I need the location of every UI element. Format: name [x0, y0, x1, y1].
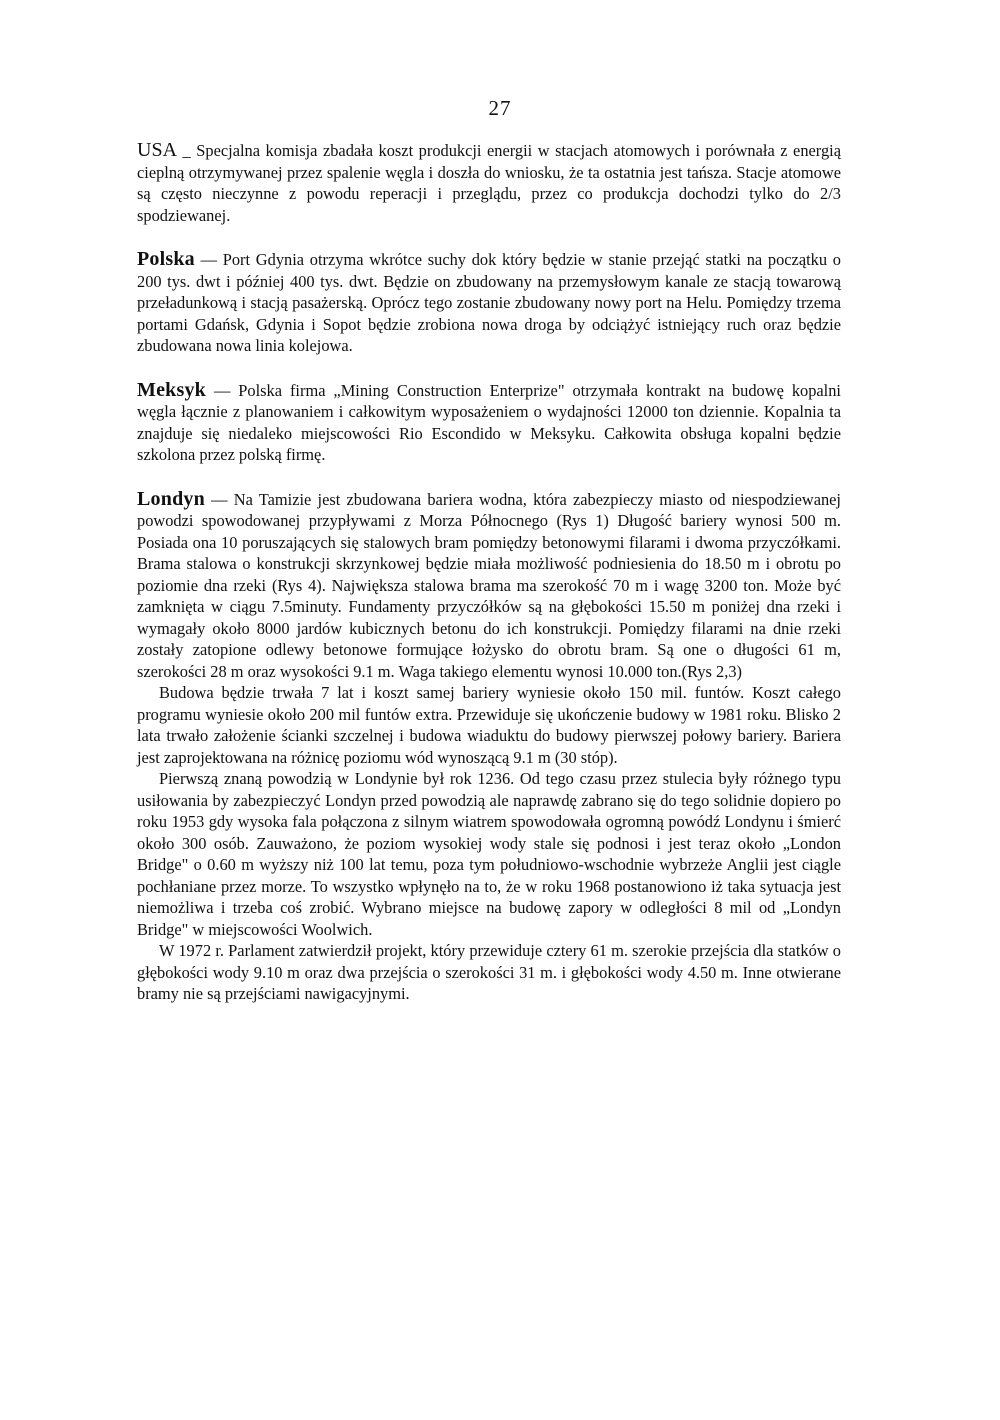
entry-polska [137, 249, 841, 357]
entry-usa-text: _ Specjalna komisja zbadała koszt produkcji energii w stacjach atomowych i porównała z energią cieplną otrzymywanej przez spalenie węgla i doszła do wniosku, że ta ostatnia jest tańsza. Stacje atomowe są często nieczynne z powodu reperacji i przeglądu, przez co produkcja dochodzi tylko do 2/3 spodziewanej. [137, 141, 841, 225]
entry-meksyk-heading: Meksyk [137, 378, 206, 401]
entry-londyn-paragraph-4: W 1972 r. Parlament zatwierdził projekt, który przewiduje cztery 61 m. szerokie przejścia dla statków o głębokości wody 9.10 m oraz dwa przejścia o szerokości 31 m. i głębokości wody 4.50 m. Inne otwierane bramy nie są przejściami nawigacyjnymi. [137, 941, 841, 1003]
entry-usa [137, 140, 841, 226]
entry-meksyk-text: — Polska firma „Mining Construction Enterprize" otrzymała kontrakt na budowę kopalni węgla łącznie z planowaniem i całkowitym wyposażeniem o wydajności 12000 ton dziennie. Kopalnia ta znajduje się niedaleko miejscowości Rio Escondido w Meksyku. Całkowita obsługa kopalni będzie szkolona przez polską firmę. [137, 380, 841, 464]
entry-londyn-paragraph-1 [137, 489, 841, 683]
entry-meksyk [137, 380, 841, 466]
entry-londyn-text-1: — Na Tamizie jest zbudowana bariera wodna, która zabezpieczy miasto od niespodziewanej powodzi spowodowanej przypływami z Morza Północnego (Rys 1) Długość bariery wynosi 500 m. Posiada ona 10 poruszających się stalowych bram pomiędzy betonowymi filarami i dwoma przyczółkami. Brama stalowa o konstrukcji skrzynkowej będzie miała możliwość podniesienia do 18.50 m i obrotu po poziomie dna rzeki (Rys 4). Największa stalowa brama ma szerokość 70 m i wagę 3200 ton. Może być zamknięta w ciągu 7.5minuty. Fundamenty przyczółków są na głębokości 15.50 m poniżej dna rzeki i wymagały około 8000 jardów kubicznych betonu do ich konstrukcji. Pomiędzy filarami na dnie rzeki zostały zatopione odlewy betonowe formujące łożysko do obrotu bram. Są one o długości 61 m, szerokości 28 m oraz wysokości 9.1 m. Waga takiego elementu wynosi 10.000 ton.(Rys 2,3) [137, 489, 841, 681]
page-number: 27 [488, 96, 512, 120]
entry-londyn-paragraph-2: Budowa będzie trwała 7 lat i koszt samej bariery wyniesie około 150 mil. funtów. Koszt całego programu wyniesie około 200 mil funtów extra. Przewiduje się ukończenie budowy w 1981 roku. Blisko 2 lata trwało założenie ścianki szczelnej i budowa wiaduktu do budowy pierwszej połowy bariery. Bariera jest zaprojektowana na różnicę poziomu wód wynoszącą 9.1 m (30 stóp). [137, 683, 841, 767]
entry-polska-paragraph [137, 249, 841, 357]
entry-polska-text: — Port Gdynia otrzyma wkrótce suchy dok który będzie w stanie przejąć statki na początku o 200 tys. dwt i później 400 tys. dwt. Będzie on zbudowany na przemysłowym kanale ze stacją towarową przeładunkową i stacją pasażerską. Oprócz tego zostanie zbudowany nowy port na Helu. Pomiędzy trzema portami Gdańsk, Gdynia i Sopot będzie zrobiona nowa droga by odciążyć istniejący ruch oraz będzie zbudowana nowa linia kolejowa. [137, 250, 841, 355]
entry-polska-heading: Polska [137, 248, 195, 270]
document-body [137, 140, 841, 1028]
entry-usa-heading: USA [137, 139, 178, 161]
entry-usa-paragraph [137, 140, 841, 226]
entry-meksyk-paragraph [137, 380, 841, 466]
entry-londyn-heading: Londyn [137, 487, 205, 510]
entry-londyn-paragraph-3: Pierwszą znaną powodzią w Londynie był rok 1236. Od tego czasu przez stulecia były różnego typu usiłowania by zabezpieczyć Londyn przed powodzią ale naprawdę zabrano się do tego solidnie dopiero po roku 1953 gdy wysoka fala połączona z silnym wiatrem spowodowała ogromną powódź Londynu i śmierć około 300 osób. Zauważono, że poziom wysokiej wody stale się podnosi i jest teraz około „London Bridge" o 0.60 m wyższy niż 100 lat temu, poza tym południowo-wschodnie wybrzeże Anglii jest ciągle pochłaniane przez morze. To wszystko wpłynęło na to, że w roku 1968 postanowiono iż taka sytuacja jest niemożliwa i trzeba coś zrobić. Wybrano miejsce na budowę zapory w odległości 8 mil od „Londyn Bridge" w miejscowości Woolwich. [137, 769, 841, 939]
entry-londyn [137, 489, 841, 1005]
